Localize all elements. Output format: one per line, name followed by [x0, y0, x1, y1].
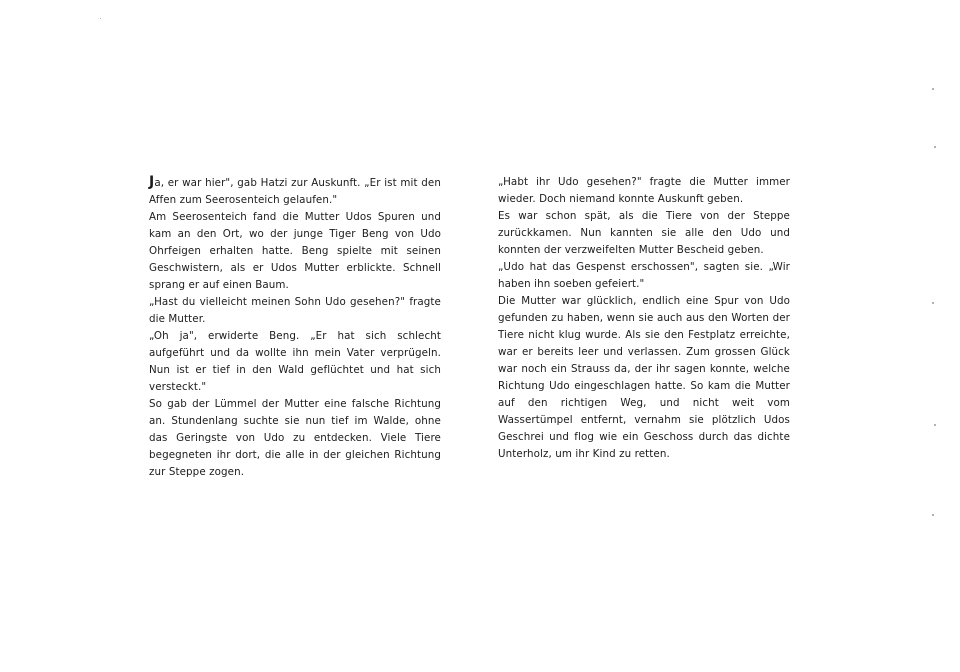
- paragraph: „Habt ihr Udo gesehen?" fragte die Mutter immer wieder. Doch niemand konnte Auskunft geben.: [498, 176, 790, 205]
- paper-speck: [932, 514, 934, 516]
- paragraph: Es war schon spät, als die Tiere von der Steppe zurückkamen. Nun kannten sie alle den Udo und konnten der verzweifelten Mutter Bescheid geben.: [498, 210, 790, 256]
- paper-speck: [934, 424, 936, 426]
- left-page-text: [149, 174, 441, 481]
- paper-speck: [932, 88, 934, 90]
- paragraph: Am Seerosenteich fand die Mutter Udos Spuren und kam an den Ort, wo der junge Tiger Beng von Udo Ohrfeigen erhalten hatte. Beng spielte mit seinen Geschwistern, als er Udos Mutter erblickte. Schnell sprang er auf einen Baum.: [149, 211, 441, 291]
- paragraph: Die Mutter war glücklich, endlich eine Spur von Udo gefunden zu haben, wenn sie auch aus den Worten der Tiere nicht klug wurde. Als sie den Festplatz erreichte, war er bereits leer und verlassen. Zum grossen Glück war noch ein Strauss da, der ihr sagen konnte, welche Richtung Udo eingeschlagen hatte. So kam die Mutter auf den richtigen Weg, und nicht weit vom Wassertümpel entfernt, vernahm sie plötzlich Udos Geschrei und flog wie ein Geschoss durch das dichte Unterholz, um ihr Kind zu retten.: [498, 295, 790, 460]
- paragraph: „Udo hat das Gespenst erschossen", sagten sie. „Wir haben ihn soeben gefeiert.": [498, 261, 790, 290]
- paragraph: „Hast du vielleicht meinen Sohn Udo gesehen?" fragte die Mutter.: [149, 296, 441, 325]
- drop-cap: J: [149, 174, 155, 190]
- paper-speck: [100, 18, 101, 19]
- paper-speck: [932, 302, 934, 304]
- paragraph: [149, 174, 441, 209]
- paragraph-text: a, er war hier", gab Hatzi zur Auskunft. „Er ist mit den Affen zum Seerosenteich gelaufen.": [149, 177, 441, 206]
- paper-speck: [934, 146, 936, 148]
- paragraph: So gab der Lümmel der Mutter eine falsche Richtung an. Stundenlang suchte sie nun tief im Walde, ohne das Geringste von Udo zu entdecken. Viele Tiere begegneten ihr dort, die alle in der gleichen Richtung zur Steppe zogen.: [149, 398, 441, 478]
- paragraph: „Oh ja", erwiderte Beng. „Er hat sich schlecht aufgeführt und da wollte ihn mein Vater verprügeln. Nun ist er tief in den Wald geflüchtet und hat sich versteckt.": [149, 330, 441, 393]
- right-page-text: [498, 174, 790, 463]
